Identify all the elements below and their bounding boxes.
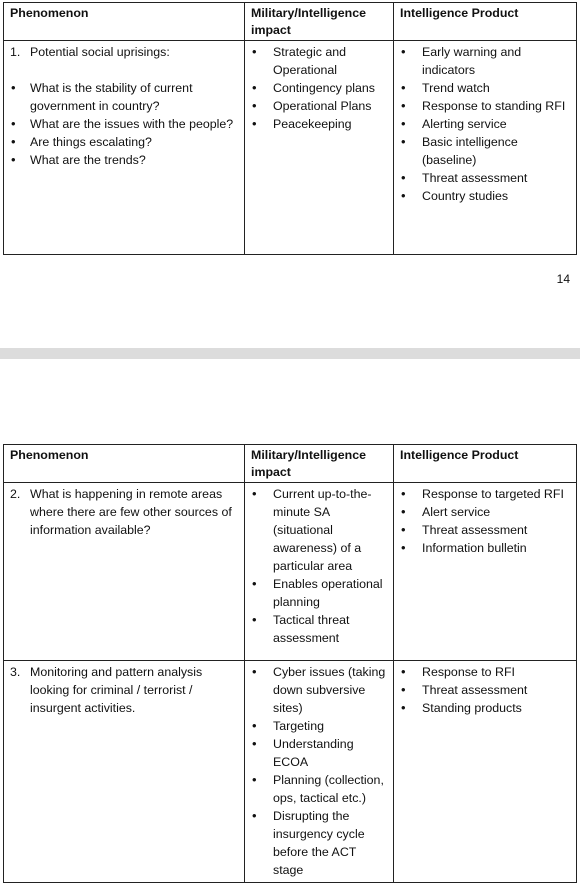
row2-phenomenon [4,483,245,661]
list-item: • Information bulletin [400,539,570,557]
list-item: • Early warning and indicators [400,43,570,79]
row3-title: 3. Monitoring and pattern analysis looking for criminal / terrorist / insurgent activities. [10,665,203,715]
table-row-1 [4,41,577,255]
row1-title: 1. Potential social uprisings: [10,45,170,59]
list-item: • Strategic and Operational [251,43,387,79]
list-item: • Planning (collection, ops, tactical etc.) [251,771,387,807]
header-impact: Military/Intelligence impact [245,3,394,41]
table-header-row [4,3,577,41]
table-row-3 [4,661,577,883]
list-item: • Standing products [400,699,570,717]
list-item: • Basic intelligence (baseline) [400,133,570,169]
header-phenomenon: Phenomenon [4,3,245,41]
header-product: Intelligence Product [394,3,577,41]
list-item: • Operational Plans [251,97,387,115]
row1-question-list [10,79,238,169]
header-product: Intelligence Product [394,445,577,483]
page-separator [0,348,580,359]
list-item: • Disrupting the insurgency cycle before the ACT stage [251,807,387,879]
row1-product [394,41,577,255]
list-item: • Threat assessment [400,681,570,699]
row2-impact [245,483,394,661]
row3-product [394,661,577,883]
table-page-1 [3,2,577,255]
table-page-2 [3,444,577,883]
list-item: • Are things escalating? [10,133,238,151]
table-header-row [4,445,577,483]
list-item: • Targeting [251,717,387,735]
list-item: • Contingency plans [251,79,387,97]
list-item: • Threat assessment [400,169,570,187]
list-item: • Current up-to-the-minute SA (situational awareness) of a particular area [251,485,387,575]
table-row-2 [4,483,577,661]
row1-phenomenon [4,41,245,255]
list-item: • Enables operational planning [251,575,387,611]
list-item: • Peacekeeping [251,115,387,133]
list-item: • What are the trends? [10,151,238,169]
list-item: • Response to RFI [400,663,570,681]
list-item: • Trend watch [400,79,570,97]
list-item: • Response to targeted RFI [400,485,570,503]
list-item: • Understanding ECOA [251,735,387,771]
list-item: • Cyber issues (taking down subversive sites) [251,663,387,717]
list-item: • What is the stability of current government in country? [10,79,238,115]
list-item: • Alerting service [400,115,570,133]
row2-product [394,483,577,661]
row3-impact [245,661,394,883]
row2-title: 2. What is happening in remote areas where there are few other sources of information available? [10,487,232,537]
row3-phenomenon [4,661,245,883]
list-item: • Country studies [400,187,570,205]
header-phenomenon: Phenomenon [4,445,245,483]
page-number: 14 [556,272,570,286]
row1-impact [245,41,394,255]
list-item: • What are the issues with the people? [10,115,238,133]
header-impact: Military/Intelligence impact [245,445,394,483]
list-item: • Alert service [400,503,570,521]
list-item: • Threat assessment [400,521,570,539]
list-item: • Tactical threat assessment [251,611,387,647]
list-item: • Response to standing RFI [400,97,570,115]
